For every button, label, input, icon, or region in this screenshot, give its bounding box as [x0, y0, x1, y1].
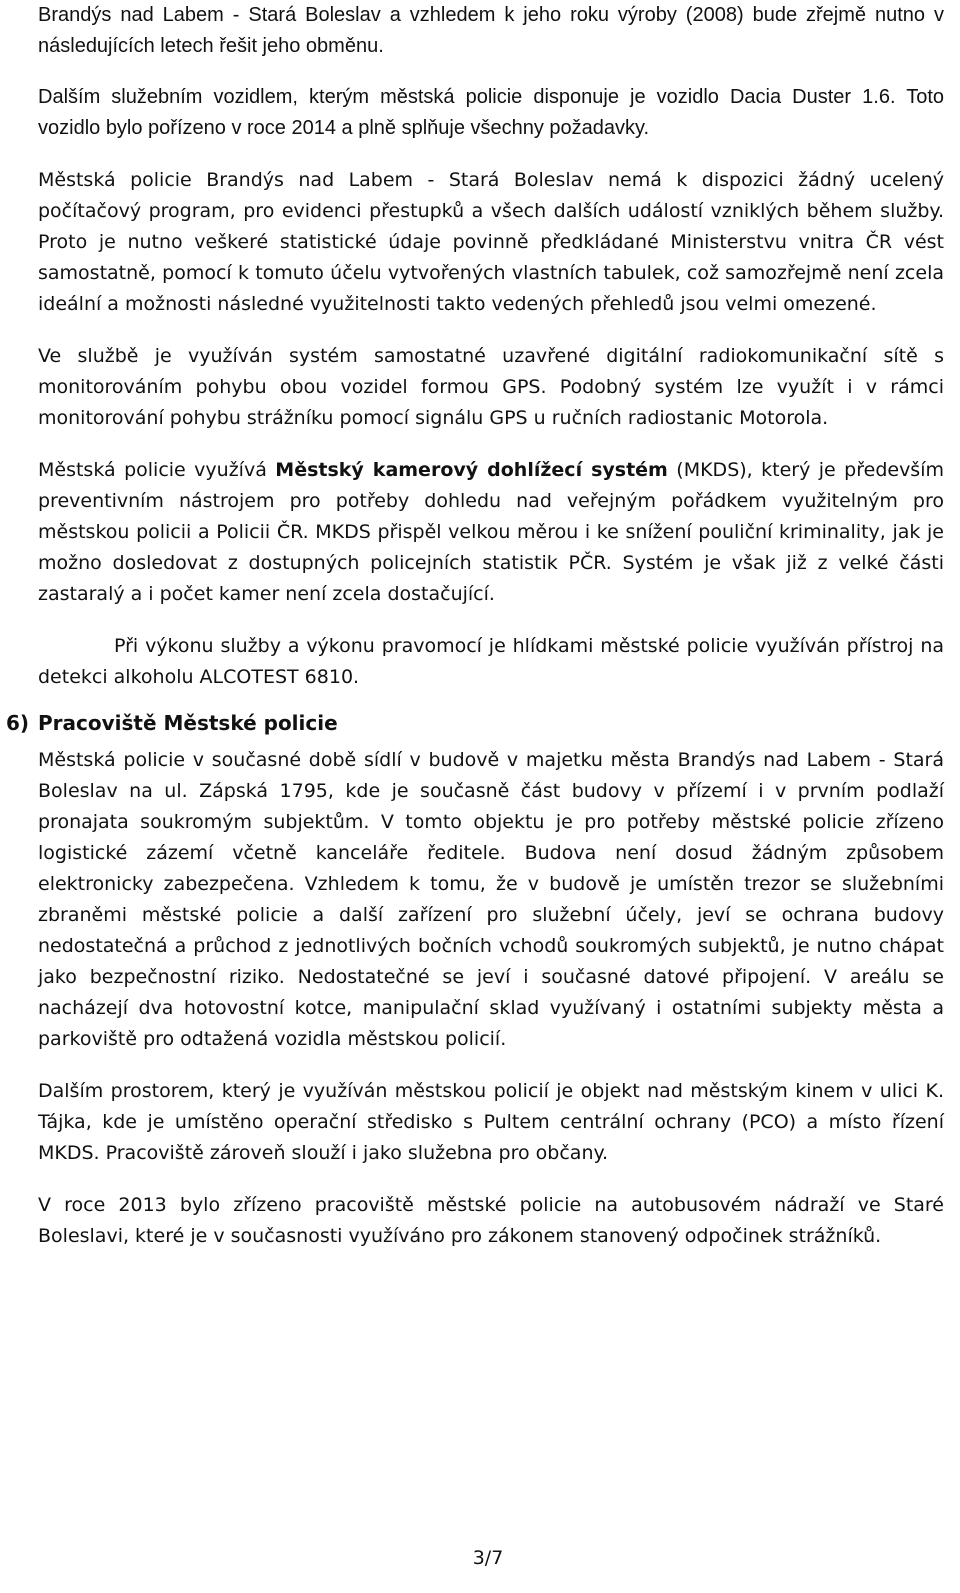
section-heading: [6, 706, 944, 740]
paragraph-vehicle-replacement: Brandýs nad Labem - Stará Boleslav a vzhledem k jeho roku výroby (2008) bude zřejmě nutno v následujících letech řešit jeho obměnu.: [38, 4, 944, 57]
mkds-text-before: Městská policie využívá: [38, 459, 276, 481]
paragraph-mkds: [38, 455, 944, 610]
paragraph-dacia-duster: Dalším služebním vozidlem, kterým městská policie disponuje je vozidlo Dacia Duster 1.6. Toto vozidlo bylo pořízeno v roce 2014 a plně splňuje všechny požadavky.: [38, 86, 944, 139]
paragraph-radio-gps: Ve službě je využíván systém samostatné uzavřené digitální radiokomunikační sítě s monitorováním pohybu obou vozidel formou GPS. Podobný systém lze využít i v rámci monitorování pohybu strážníku pomocí signálu GPS u ručních radiostanic Motorola.: [38, 345, 944, 429]
paragraph-headquarters: Městská policie v současné době sídlí v budově v majetku města Brandýs nad Labem - Stará Boleslav na ul. Zápská 1795, kde je současně část budovy v přízemí i v prvním podlaží pronajata soukromým subjektům. V tomto objektu je pro potřeby městské policie zřízeno logistické zázemí včetně kanceláře ředitele. Budova není dosud žádným způsobem elektronicky zabezpečena. Vzhledem k tomu, že v budově je umístěn trezor se služebními zbraněmi městské policie a další zařízení pro služební účely, jeví se ochrana budovy nedostatečná a průchod z jednotlivých bočních vchodů soukromých subjektů, je nutno chápat jako bezpečnostní riziko. Nedostatečné se jeví i současné datové připojení. V areálu se nacházejí dva hotovostní kotce, manipulační sklad využívaný i ostatními subjekty města a parkoviště pro odtažená vozidla městskou policií.: [38, 749, 944, 1050]
page-number: 3/7: [472, 1547, 504, 1569]
document-page: [6, 0, 944, 1252]
section-title: Pracoviště Městské policie: [38, 711, 338, 735]
paragraph-alcotest: Při výkonu služby a výkonu pravomocí je hlídkami městské policie využíván přístroj na detekci alkoholu ALCOTEST 6810.: [38, 635, 944, 688]
paragraph-bus-station: V roce 2013 bylo zřízeno pracoviště městské policie na autobusovém nádraží ve Staré Boleslavi, které je v současnosti využíváno pro zákonem stanovený odpočinek strážníků.: [38, 1194, 944, 1247]
paragraph-operations-center: Dalším prostorem, který je využíván městskou policií je objekt nad městským kinem v ulici K. Tájka, kde je umístěno operační středisko s Pultem centrální ochrany (PCO) a místo řízení MKDS. Pracoviště zároveň slouží i jako služebna pro občany.: [38, 1080, 944, 1164]
page-number-footer: [0, 1547, 960, 1569]
paragraph-no-software: Městská policie Brandýs nad Labem - Stará Boleslav nemá k dispozici žádný ucelený počítačový program, pro evidenci přestupků a všech dalších událostí vzniklých během služby. Proto je nutno veškeré statistické údaje povinně předkládané Ministerstvu vnitra ČR vést samostatně, pomocí k tomuto účelu vytvořených vlastních tabulek, což samozřejmě není zcela ideální a možnosti následné využitelnosti takto vedených přehledů jsou velmi omezené.: [38, 169, 944, 315]
mkds-text-after: (MKDS), který je především preventivním nástrojem pro potřeby dohledu nad veřejným pořádkem využitelným pro městskou policii a Policii ČR. MKDS přispěl velkou měrou i ke snížení pouliční kriminality, jak je možno dosledovat z dostupných policejních statistik PČR. Systém je však již z velké části zastaralý a i počet kamer není zcela dostačující.: [38, 459, 944, 605]
section-number: 6): [6, 711, 30, 735]
mkds-bold-term: Městský kamerový dohlížecí systém: [275, 459, 668, 481]
